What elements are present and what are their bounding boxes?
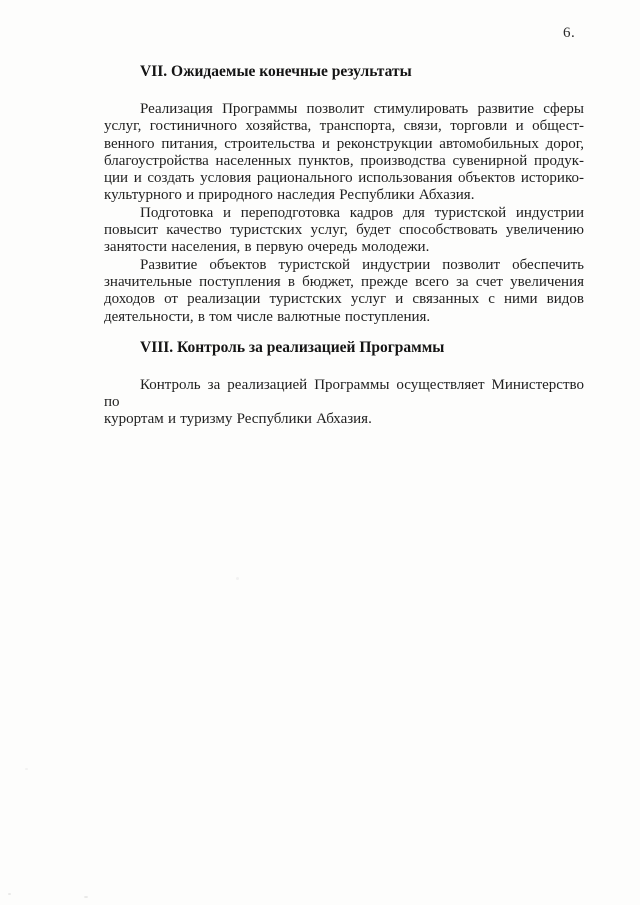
text-line: венного питания, строительства и реконструкции автомобильных дорог, [104,135,584,152]
scan-artifact [84,896,88,898]
text-line: занятости населения, в первую очередь молодежи. [104,239,430,256]
document-content [104,63,584,429]
text-line: курортам и туризму Республики Абхазия. [104,411,372,428]
text-line: благоустройства населенных пунктов, производства сувенирной продук- [104,152,584,169]
text-line: Развитие объектов туристской индустрии позволит обеспечить [140,256,584,273]
scan-artifact [236,577,239,580]
text-line: ции и создать условия рационального использования объектов историко- [104,170,584,187]
text-line: доходов от реализации туристских услуг и связанных с ними видов [104,291,584,308]
scan-artifact [8,893,11,895]
text-line: услуг, гостиничного хозяйства, транспорта, связи, торговли и общест- [104,118,584,135]
text-line: Контроль за реализацией Программы осуществляет Министерство по [104,376,584,411]
text-line: культурного и природного наследия Республики Абхазия. [104,187,475,204]
text-line: деятельности, в том числе валютные поступления. [104,308,431,325]
text-line: значительные поступления в бюджет, прежде всего за счет увеличения [104,273,584,290]
text-line: Подготовка и переподготовка кадров для туристской индустрии [140,204,584,221]
text-line: Реализация Программы позволит стимулировать развитие сферы [140,101,584,117]
paragraph-program-realization [104,101,584,205]
heading-section-viii: VIII. Контроль за реализацией Программы [140,338,445,356]
page-number: 6. [563,25,576,41]
heading-section-vii: VII. Ожидаемые конечные результаты [140,63,412,80]
paragraph-personnel-training [104,205,584,257]
paragraph-program-control [104,377,584,429]
paragraph-industry-development [104,257,584,326]
scan-artifact [25,768,28,770]
text-line: повысит качество туристских услуг, будет способствовать увеличению [104,222,584,239]
